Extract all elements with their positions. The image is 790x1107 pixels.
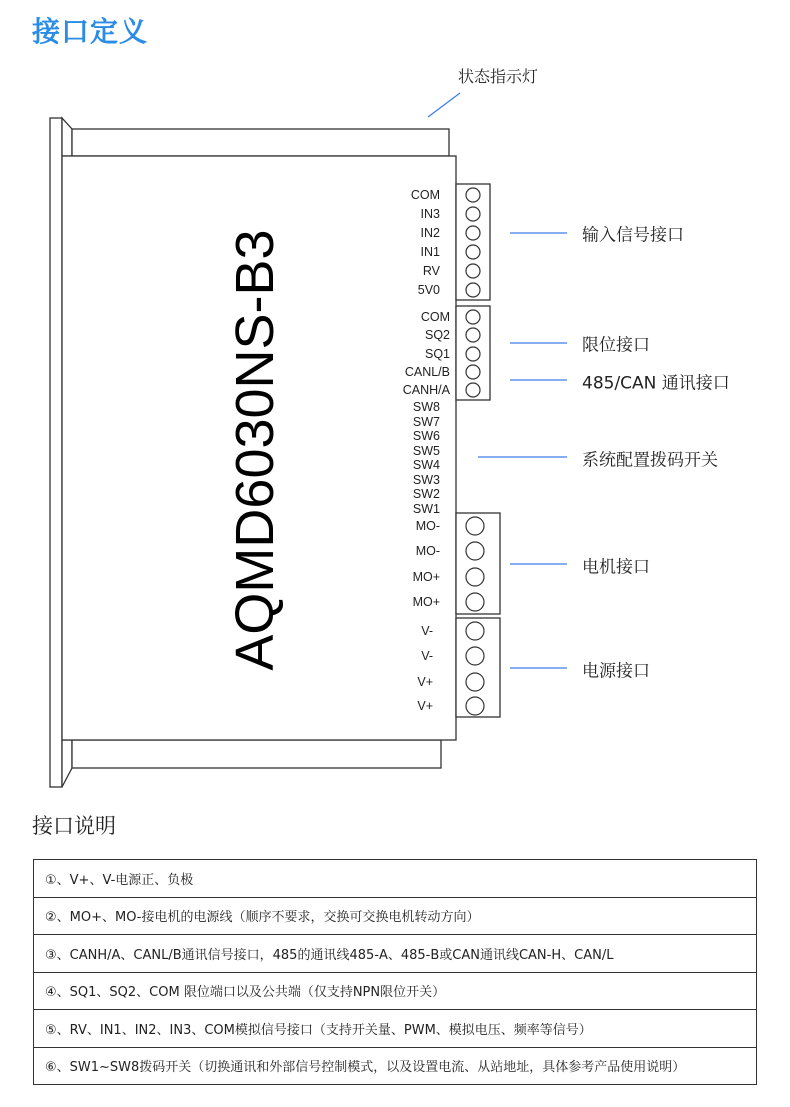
pin-label: MO+ xyxy=(412,570,440,584)
pin-label: RV xyxy=(422,264,440,278)
pin-label: COM xyxy=(410,188,440,202)
terminal-screw xyxy=(466,207,480,221)
flange-bevel-top xyxy=(62,118,72,156)
table-row xyxy=(34,860,757,898)
pin-label: SW6 xyxy=(412,429,440,443)
terminal-screw xyxy=(466,264,480,278)
pin-label: MO- xyxy=(415,519,440,533)
power-label: 电源接口 xyxy=(582,661,650,682)
terminal-screw xyxy=(466,517,484,535)
description-cell: ⑤、RV、IN1、IN2、IN3、COM模拟信号接口（支持开关量、PWM、模拟电压、频率等信号） xyxy=(34,1010,757,1048)
pin-label: MO+ xyxy=(412,595,440,609)
description-cell: ⑥、SW1~SW8拨码开关（切换通讯和外部信号控制模式，以及设置电流、从站地址，具体参考产品使用说明） xyxy=(34,1047,757,1085)
dip-switch-label: 系统配置拨码开关 xyxy=(582,450,718,471)
pin-label: SW8 xyxy=(412,400,440,414)
pin-label: IN2 xyxy=(420,226,440,240)
pin-label: SW7 xyxy=(412,414,440,429)
pin-label: SW4 xyxy=(412,458,440,472)
pin-label: V+ xyxy=(417,675,433,689)
pin-label: COM xyxy=(420,310,450,324)
pin-label: SW2 xyxy=(412,487,440,501)
description-table xyxy=(33,859,757,1085)
limit-label: 限位接口 xyxy=(582,335,650,356)
table-row xyxy=(34,1047,757,1085)
description-cell: ③、CANH/A、CANL/B通讯信号接口，485的通讯线485-A、485-B或CAN通讯线CAN-H、CAN/L xyxy=(34,935,757,973)
terminal-screw xyxy=(466,245,480,259)
pin-label: SW5 xyxy=(412,443,440,458)
flange-bevel-bottom xyxy=(62,740,72,787)
pin-label: IN1 xyxy=(420,245,440,259)
terminal-screw xyxy=(466,568,484,586)
terminal-screw xyxy=(466,347,480,361)
page-title: 接口定义 xyxy=(32,15,149,48)
table-row xyxy=(34,972,757,1010)
terminal-screw xyxy=(466,226,480,240)
pin-label: SQ2 xyxy=(424,328,450,342)
table-row xyxy=(34,1010,757,1048)
left-flange xyxy=(50,118,62,787)
pin-label: CANH/A xyxy=(402,383,450,397)
pin-label: SQ1 xyxy=(424,347,450,361)
pin-label: MO- xyxy=(415,544,440,558)
description-cell: ②、MO+、MO-接电机的电源线（顺序不要求，交换可交换电机转动方向） xyxy=(34,897,757,935)
terminal-screw xyxy=(466,365,480,379)
pin-label: V- xyxy=(421,624,433,638)
pin-label: V+ xyxy=(417,699,433,713)
description-cell: ①、V+、V-电源正、负极 xyxy=(34,860,757,898)
terminal-screw xyxy=(466,542,484,560)
top-heatsink xyxy=(72,129,449,156)
terminal-screw xyxy=(466,283,480,297)
terminal-screw xyxy=(466,673,484,691)
pin-label: CANL/B xyxy=(404,365,450,379)
pin-label: 5V0 xyxy=(417,283,440,297)
terminal-screw xyxy=(466,310,480,324)
comm-label: 485/CAN 通讯接口 xyxy=(582,373,730,394)
description-title: 接口说明 xyxy=(32,814,116,838)
table-row xyxy=(34,897,757,935)
pin-label: SW1 xyxy=(412,501,440,516)
description-cell: ④、SQ1、SQ2、COM 限位端口以及公共端（仅支持NPN限位开关） xyxy=(34,972,757,1010)
status-indicator-label: 状态指示灯 xyxy=(458,67,539,86)
motor-label: 电机接口 xyxy=(582,557,650,578)
terminal-screw xyxy=(466,328,480,342)
terminal-screw xyxy=(466,593,484,611)
model-number: AQMD6030NS-B3 xyxy=(225,229,285,671)
terminal-screw xyxy=(466,697,484,715)
pin-label: SW3 xyxy=(412,472,440,487)
input-signal-label: 输入信号接口 xyxy=(582,225,684,246)
bottom-heatsink xyxy=(72,740,441,768)
terminal-screw xyxy=(466,647,484,665)
terminal-screw xyxy=(466,188,480,202)
terminal-screw xyxy=(466,622,484,640)
status-pointer-line xyxy=(428,93,460,117)
pin-label: V- xyxy=(421,649,433,663)
terminal-screw xyxy=(466,383,480,397)
table-row xyxy=(34,935,757,973)
pin-label: IN3 xyxy=(420,207,440,221)
